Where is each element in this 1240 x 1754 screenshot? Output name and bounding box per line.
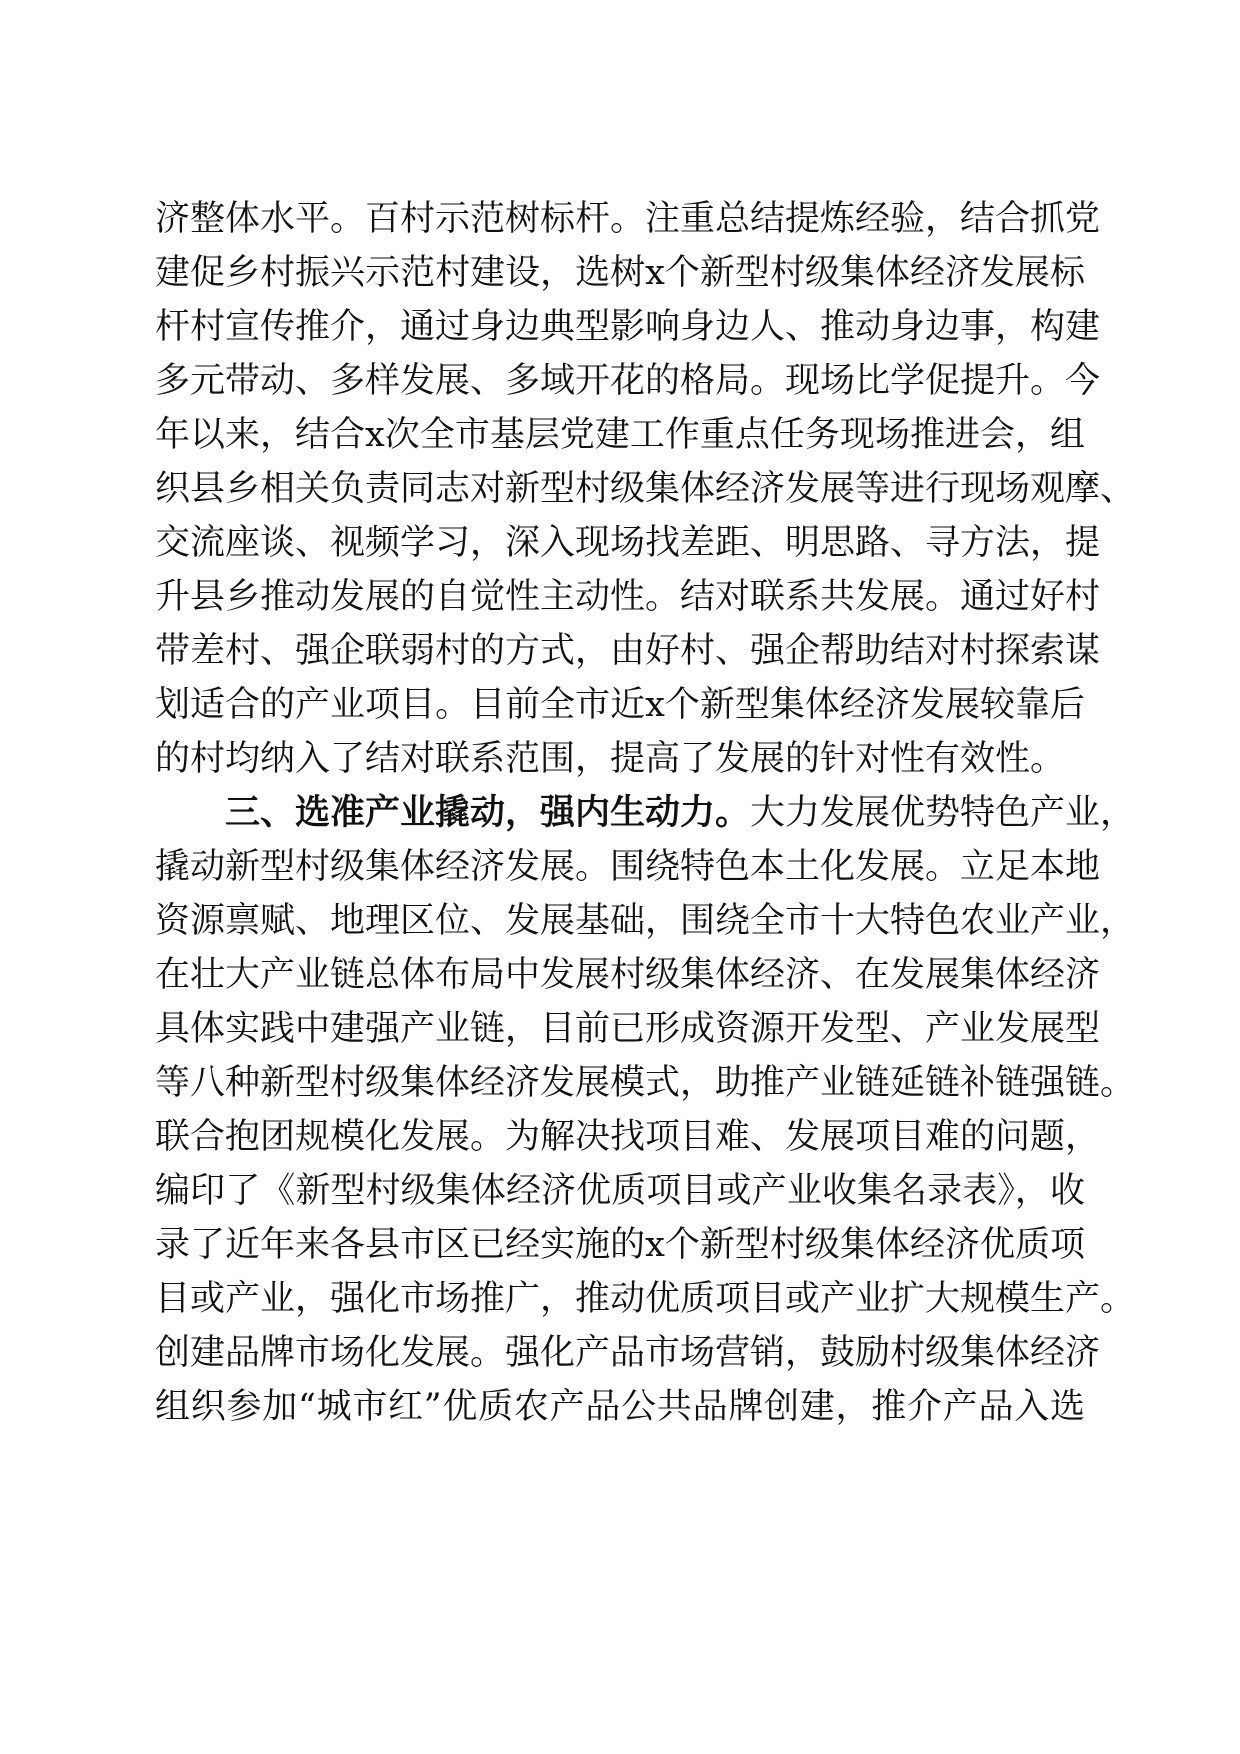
paragraph-line: 升县乡推动发展的自觉性主动性。结对联系共发展。通过好村 <box>155 577 1101 617</box>
paragraph-line: 年以来，结合x次全市基层党建工作重点任务现场推进会，组 <box>155 415 1085 455</box>
paragraph-2 <box>155 786 1136 1434</box>
paragraph-line: 多元带动、多样发展、多域开花的格局。现场比学促提升。今 <box>155 361 1101 401</box>
paragraph-line: 目或产业，强化市场推广，推动优质项目或产业扩大规模生产。 <box>155 1279 1136 1319</box>
paragraph-line: 济整体水平。百村示范树标杆。注重总结提炼经验，结合抓党 <box>155 199 1101 239</box>
paragraph-line: 交流座谈、视频学习，深入现场找差距、明思路、寻方法，提 <box>155 523 1101 563</box>
paragraph-line: 编印了《新型村级集体经济优质项目或产业收集名录表》，收 <box>155 1171 1085 1211</box>
paragraph-line: 织县乡相关负责同志对新型村级集体经济发展等进行现场观摩、 <box>155 469 1136 509</box>
paragraph-1 <box>155 192 1136 786</box>
paragraph-line: 等八种新型村级集体经济发展模式，助推产业链延链补链强链。 <box>155 1063 1136 1103</box>
paragraph-line: 具体实践中建强产业链，目前已形成资源开发型、产业发展型 <box>155 1009 1101 1049</box>
paragraph-line: 的村均纳入了结对联系范围，提高了发展的针对性有效性。 <box>155 739 1066 779</box>
paragraph-first-line <box>155 786 1136 840</box>
paragraph-line: 创建品牌市场化发展。强化产品市场营销，鼓励村级集体经济 <box>155 1333 1101 1373</box>
section-heading: 三、选准产业撬动，强内生动力。 <box>225 792 751 833</box>
paragraph-line: 录了近年来各县市区已经实施的x个新型村级集体经济优质项 <box>155 1225 1085 1265</box>
paragraph-line: 建促乡村振兴示范村建设，选树x个新型村级集体经济发展标 <box>155 253 1085 293</box>
paragraph-line: 联合抱团规模化发展。为解决找项目难、发展项目难的问题， <box>155 1117 1101 1157</box>
paragraph-line: 撬动新型村级集体经济发展。围绕特色本土化发展。立足本地 <box>155 847 1101 887</box>
paragraph-line: 组织参加“城市红”优质农产品公共品牌创建，推介产品入选 <box>155 1387 1085 1427</box>
document-body <box>155 192 1136 1434</box>
paragraph-line: 杆村宣传推介，通过身边典型影响身边人、推动身边事，构建 <box>155 307 1101 347</box>
paragraph-line: 带差村、强企联弱村的方式，由好村、强企帮助结对村探索谋 <box>155 631 1101 671</box>
paragraph-line: 划适合的产业项目。目前全市近x个新型集体经济发展较靠后 <box>155 685 1085 725</box>
paragraph-line-text: 大力发展优势特色产业， <box>750 793 1136 833</box>
paragraph-line: 在壮大产业链总体布局中发展村级集体经济、在发展集体经济 <box>155 955 1101 995</box>
paragraph-line: 资源禀赋、地理区位、发展基础，围绕全市十大特色农业产业， <box>155 901 1136 941</box>
